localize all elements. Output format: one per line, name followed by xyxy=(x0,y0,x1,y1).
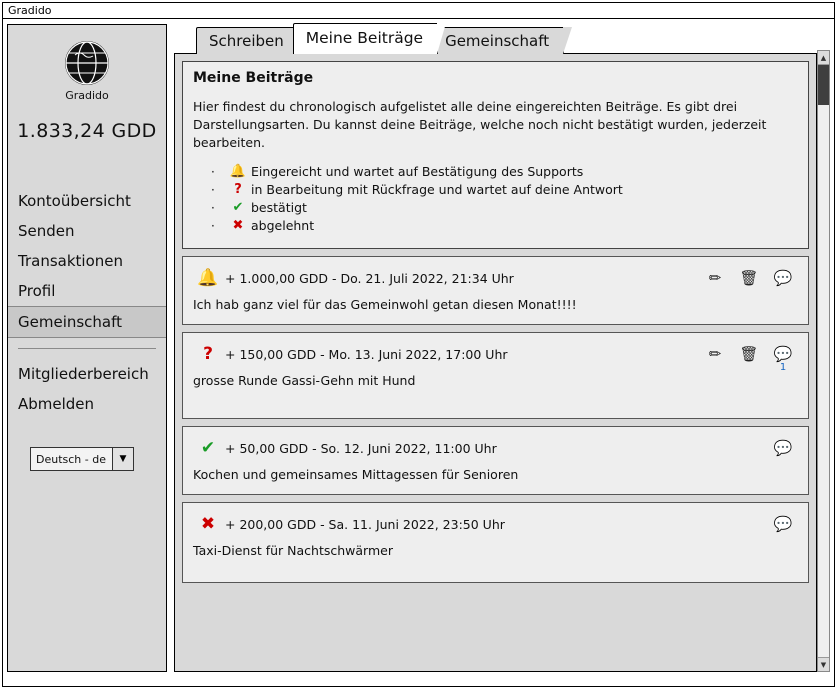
account-balance: 1.833,24 GDD xyxy=(17,120,157,142)
legend-bullet: · xyxy=(211,200,215,215)
language-select[interactable] xyxy=(30,447,134,471)
cross-icon: ✖ xyxy=(232,218,244,233)
legend-item-rueckfrage xyxy=(211,182,798,197)
cross-icon: ✖ xyxy=(200,513,216,534)
sidebar-item-senden[interactable]: Senden xyxy=(18,222,75,240)
contribution-header xyxy=(183,427,808,463)
app-body xyxy=(3,20,834,686)
app-window xyxy=(2,2,835,687)
sidebar-nav xyxy=(8,186,166,419)
check-icon: ✔ xyxy=(232,200,244,215)
trash-icon[interactable]: 🗑 xyxy=(739,345,759,363)
scroll-up-arrow-icon[interactable]: ▲ xyxy=(818,51,829,65)
edit-pencil-icon[interactable]: ✏ xyxy=(708,345,722,363)
contribution-header xyxy=(183,257,808,293)
contribution-item[interactable] xyxy=(182,332,809,419)
contribution-item[interactable] xyxy=(182,426,809,495)
legend-bullet: · xyxy=(211,218,215,233)
sidebar-item-gemeinschaft[interactable]: Gemeinschaft xyxy=(8,306,166,338)
contribution-title: + 150,00 GDD - Mo. 13. Juni 2022, 17:00 Uhr xyxy=(225,346,508,362)
question-icon: ? xyxy=(203,343,213,364)
legend-label: in Bearbeitung mit Rückfrage und wartet auf deine Antwort xyxy=(251,182,623,197)
comment-icon[interactable]: 💬 xyxy=(773,269,793,287)
comment-icon[interactable] xyxy=(772,345,794,373)
sidebar-divider xyxy=(18,348,156,349)
contribution-actions xyxy=(704,269,798,287)
contribution-text: grosse Runde Gassi-Gehn mit Hund xyxy=(193,373,416,388)
comment-icon[interactable]: 💬 xyxy=(773,515,793,533)
window-title: Gradido xyxy=(8,4,52,17)
contribution-header xyxy=(183,503,808,539)
contribution-title: + 50,00 GDD - So. 12. Juni 2022, 11:00 Uhr xyxy=(225,440,497,456)
window-titlebar xyxy=(3,3,834,19)
chevron-down-icon[interactable]: ▼ xyxy=(112,448,133,470)
tab-schreiben[interactable]: Schreiben xyxy=(196,27,299,54)
comment-icon[interactable]: 💬 xyxy=(773,439,793,457)
sidebar-item-kontouebersicht[interactable]: Kontoübersicht xyxy=(18,192,131,210)
check-icon: ✔ xyxy=(200,437,216,458)
logo-label: Gradido xyxy=(65,89,109,102)
scrollbar-thumb[interactable] xyxy=(818,65,829,105)
legend-label: bestätigt xyxy=(251,200,307,215)
main-area xyxy=(174,24,830,672)
language-selector-wrap xyxy=(8,447,166,471)
question-icon: ? xyxy=(234,182,242,197)
scroll-down-arrow-icon[interactable]: ▼ xyxy=(818,657,829,671)
logo-block xyxy=(8,25,166,102)
edit-pencil-icon[interactable]: ✏ xyxy=(708,269,722,287)
intro-text: Hier findest du chronologisch aufgelistet alle deine eingereichten Beiträge. Es gibt drei Darstellungsarten. Du kannst deine Beiträge, welche noch nicht bestätigt wurden, jederzeit bearbeiten. xyxy=(193,99,767,150)
legend-label: Eingereicht und wartet auf Bestätigung des Supports xyxy=(251,164,584,179)
sidebar-item-transaktionen[interactable]: Transaktionen xyxy=(18,252,123,270)
contribution-title: + 1.000,00 GDD - Do. 21. Juli 2022, 21:34 Uhr xyxy=(225,270,514,286)
sidebar xyxy=(7,24,167,672)
contribution-actions xyxy=(704,345,798,373)
contribution-item[interactable] xyxy=(182,502,809,583)
legend-item-bestaetigt xyxy=(211,200,798,215)
legend-item-eingereicht xyxy=(211,164,798,179)
tab-bar xyxy=(196,24,558,54)
legend-item-abgelehnt xyxy=(211,218,798,233)
tab-panel xyxy=(174,53,817,672)
language-select-value: Deutsch - de xyxy=(36,452,106,466)
comment-count-badge: 1 xyxy=(779,362,787,373)
contribution-text: Ich hab ganz viel für das Gemeinwohl getan diesen Monat!!!! xyxy=(193,297,577,312)
contribution-actions xyxy=(772,439,798,457)
contribution-item[interactable] xyxy=(182,256,809,325)
globe-icon xyxy=(63,39,111,87)
bell-icon: 🔔 xyxy=(197,267,219,288)
trash-icon[interactable]: 🗑 xyxy=(739,269,759,287)
contribution-title: + 200,00 GDD - Sa. 11. Juni 2022, 23:50 Uhr xyxy=(225,516,505,532)
sidebar-item-mitgliederbereich[interactable]: Mitgliederbereich xyxy=(18,365,149,383)
tab-gemeinschaft[interactable]: Gemeinschaft xyxy=(432,27,564,54)
comment-glyph: 💬 xyxy=(773,345,793,363)
contribution-text: Kochen und gemeinsames Mittagessen für Senioren xyxy=(193,467,519,482)
contribution-header xyxy=(183,333,808,373)
sidebar-item-profil[interactable]: Profil xyxy=(18,282,56,300)
legend-list xyxy=(193,164,798,233)
intro-card xyxy=(182,61,809,249)
sidebar-item-abmelden[interactable]: Abmelden xyxy=(18,395,95,413)
legend-bullet: · xyxy=(211,164,215,179)
contribution-actions xyxy=(772,515,798,533)
legend-label: abgelehnt xyxy=(251,218,315,233)
tab-meine-beitraege[interactable]: Meine Beiträge xyxy=(293,23,438,54)
bell-icon: 🔔 xyxy=(229,164,247,179)
page-title: Meine Beiträge xyxy=(193,70,314,86)
legend-bullet: · xyxy=(211,182,215,197)
vertical-scrollbar[interactable] xyxy=(817,50,830,672)
contribution-text: Taxi-Dienst für Nachtschwärmer xyxy=(193,543,393,558)
